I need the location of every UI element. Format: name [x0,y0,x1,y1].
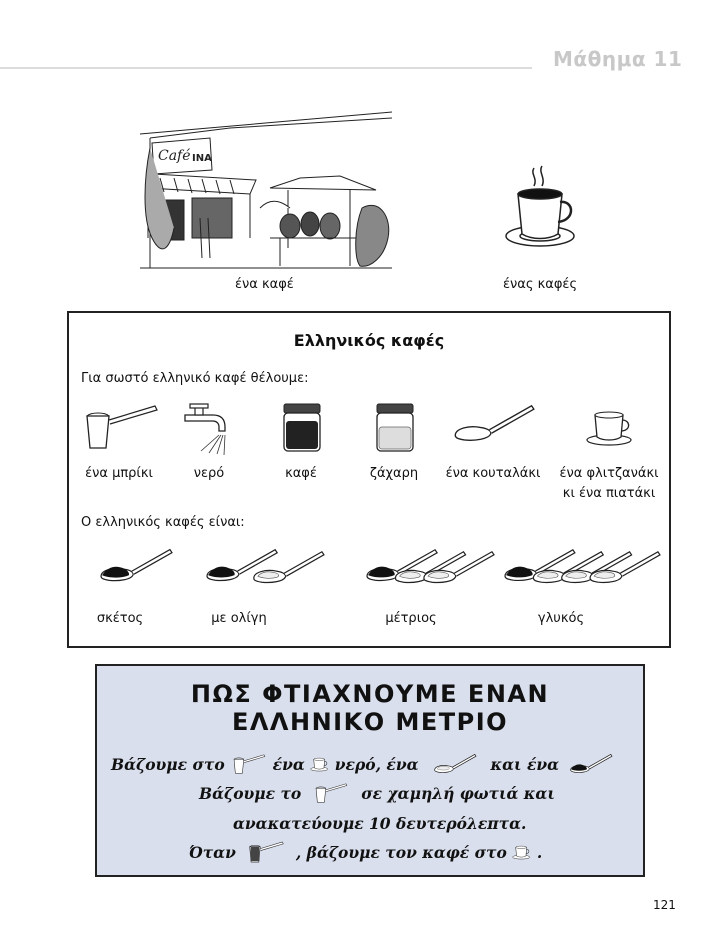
instr-text: σε χαμηλή φωτιά και [361,784,555,803]
small-cup-icon [511,843,533,865]
sugar-spoon-icon [433,752,477,780]
item-label: ζάχαρη [369,466,419,481]
instr-text: . [536,843,543,862]
greek-coffee-box [67,311,671,648]
page-number: 121 [653,898,676,912]
cafe-caption: ένα καφέ [235,277,294,292]
recipe-box [95,664,645,877]
ingredients-intro: Για σωστό ελληνικό καφέ θέλουμε: [81,371,309,386]
item-label: ένα μπρίκι [85,466,153,481]
teaspoon-icon [453,401,535,451]
recipe-title-line2: ΕΛΛΗΝΙΚΟ ΜΕΤΡΙΟ [231,708,509,736]
briki-boiling-icon [246,840,286,868]
instr-text: Βάζουμε στο [111,755,225,774]
small-cup-icon [583,407,639,451]
header-divider [0,67,532,69]
item-label: ένα κουταλάκι [445,466,541,481]
instruction-line2 [199,782,555,808]
briki-icon [81,401,161,457]
small-cup-icon [309,755,331,777]
type-label: μέτριος [385,611,437,626]
instruction-line4 [189,840,542,868]
item-label-line2: κι ένα πιατάκι [562,486,656,501]
instruction-line3: ανακατεύουμε 10 δευτερόλεπτα. [233,814,527,833]
instr-text: Βάζουμε το [199,784,302,803]
item-label: νερό [193,466,225,481]
instruction-line1 [111,752,617,780]
cafe-sign-text: Café [158,148,191,164]
coffee-cup-icon [502,164,582,254]
cafe-sign-name: ΙΝΑ [192,153,212,164]
coffee-caption: ένας καφές [503,277,578,292]
instr-text: , βάζουμε τον καφέ στο [295,843,507,862]
spoons-me-oligi [205,545,327,591]
item-label: καφέ [285,466,317,481]
spoons-sketos [99,545,173,591]
spoons-glykos [503,545,665,591]
item-label: ένα φλιτζανάκι [559,466,659,481]
type-label: γλυκός [537,611,585,626]
instr-text: Όταν [189,843,236,862]
type-label: με ολίγη [211,611,267,626]
type-label: σκέτος [96,611,144,626]
instr-text: και ένα [490,755,560,774]
box-title: Ελληνικός καφές [293,331,445,350]
spoons-metrios [365,545,495,591]
briki-icon [229,753,269,779]
types-intro: Ο ελληνικός καφές είναι: [81,515,245,530]
coffee-spoon-icon [569,752,613,780]
recipe-title-line1: ΠΩΣ ΦΤΙΑΧΝΟΥΜΕ ΕΝΑΝ [190,680,550,708]
instr-text: νερό, ένα [334,755,419,774]
cafe-illustration [140,108,392,270]
faucet-icon [179,401,239,461]
instr-text: ένα [272,755,305,774]
sugar-jar-icon [373,401,417,459]
coffee-jar-icon [280,401,324,459]
lesson-title: Μάθημα 11 [553,47,683,71]
briki-icon [311,782,351,808]
